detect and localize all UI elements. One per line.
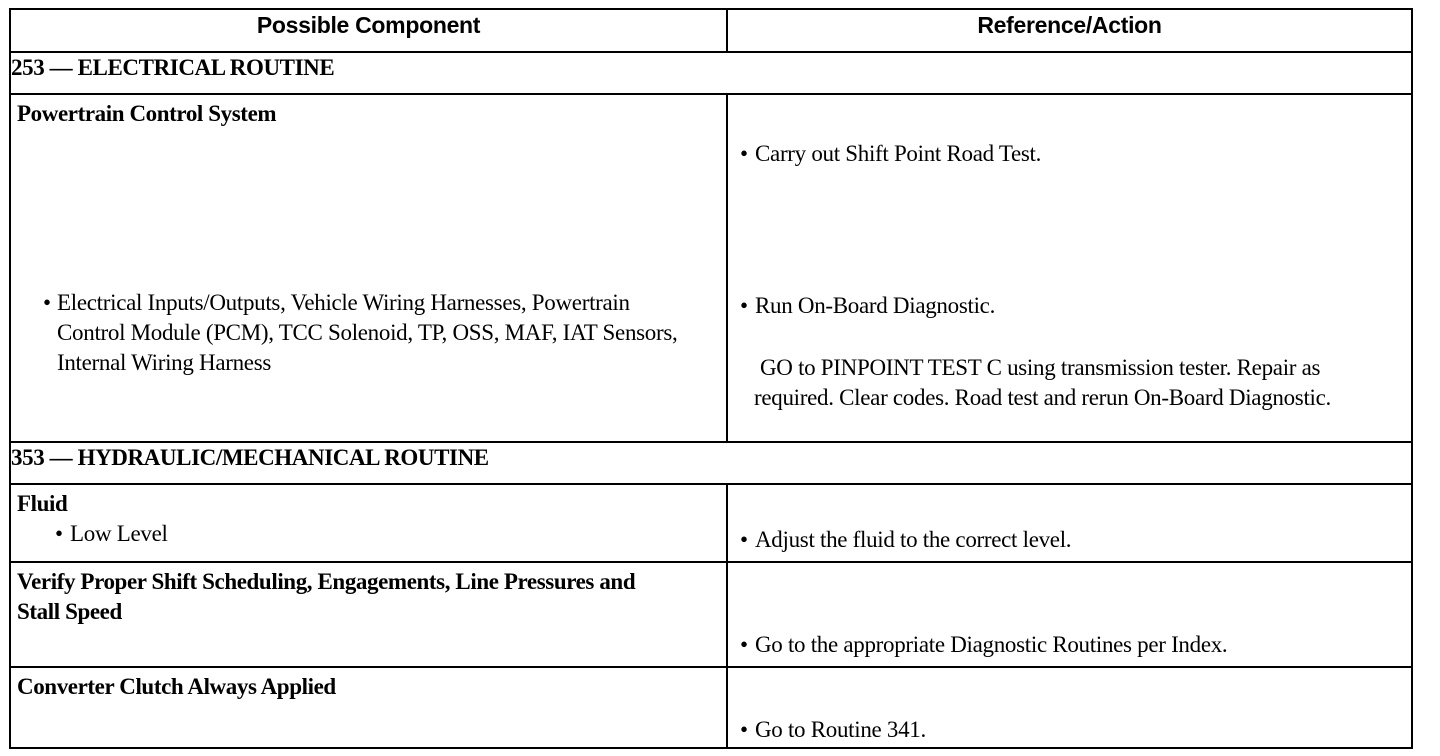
header-reference-action: Reference/Action [727, 9, 1412, 52]
list-item-run-obd [728, 291, 1411, 321]
component-title-powertrain: Powertrain Control System [17, 101, 277, 126]
action-shift-point-test: Carry out Shift Point Road Test. [755, 141, 1042, 166]
cell-component-shift-scheduling [10, 562, 727, 667]
cell-component-powertrain [10, 94, 727, 442]
bullet-icon: • [55, 521, 63, 546]
list-item-low-level [11, 519, 726, 549]
table-row-fluid [10, 484, 1412, 562]
component-bullet-low-level: Low Level [70, 521, 168, 546]
component-title-converter-clutch: Converter Clutch Always Applied [17, 674, 336, 699]
cell-component-fluid [10, 484, 727, 562]
section-row-electrical [10, 52, 1412, 94]
cell-action-shift-scheduling [727, 562, 1412, 667]
list-item-routine-341 [728, 715, 1411, 745]
bullet-icon: • [740, 527, 748, 552]
component-bullet-electrical: Electrical Inputs/Outputs, Vehicle Wiring Harnesses, Powertrain Control Module (PCM), TCC Solenoid, TP, OSS, MAF, IAT Sensors, Internal Wiring Harness [57, 290, 678, 375]
bullet-icon: • [740, 141, 748, 166]
bullet-icon: • [740, 293, 748, 318]
header-possible-component: Possible Component [10, 9, 727, 52]
cell-action-powertrain [727, 94, 1412, 442]
section-title-hydraulic: 353 — HYDRAULIC/MECHANICAL ROUTINE [10, 442, 1412, 484]
action-adjust-fluid: Adjust the fluid to the correct level. [755, 527, 1072, 552]
table-row-converter-clutch [10, 667, 1412, 748]
list-item-adjust-fluid [728, 525, 1411, 555]
component-title-fluid: Fluid [17, 491, 68, 516]
cell-component-converter-clutch [10, 667, 727, 748]
cell-action-fluid [727, 484, 1412, 562]
table-row-powertrain [10, 94, 1412, 442]
section-row-hydraulic [10, 442, 1412, 484]
bullet-icon: • [43, 290, 51, 315]
action-diagnostic-routines: Go to the appropriate Diagnostic Routines per Index. [755, 632, 1228, 657]
action-run-obd: Run On-Board Diagnostic. [755, 293, 996, 318]
table-row-shift-scheduling [10, 562, 1412, 667]
action-routine-341: Go to Routine 341. [755, 717, 926, 742]
list-item-shift-point-test [728, 139, 1411, 169]
component-title-shift-scheduling: Verify Proper Shift Scheduling, Engagements, Line Pressures and Stall Speed [17, 569, 636, 624]
bullet-icon: • [740, 717, 748, 742]
diagnostic-table [9, 8, 1413, 749]
bullet-icon: • [740, 632, 748, 657]
action-note-pinpoint-test: GO to PINPOINT TEST C using transmission tester. Repair as required. Clear codes. Road test and rerun On-Board Diagnostic. [754, 355, 1332, 410]
list-item-diagnostic-routines [728, 630, 1411, 660]
cell-action-converter-clutch [727, 667, 1412, 748]
table-header-row [10, 9, 1412, 52]
list-item-electrical-inputs [11, 288, 702, 378]
section-title-electrical: 253 — ELECTRICAL ROUTINE [10, 52, 1412, 94]
